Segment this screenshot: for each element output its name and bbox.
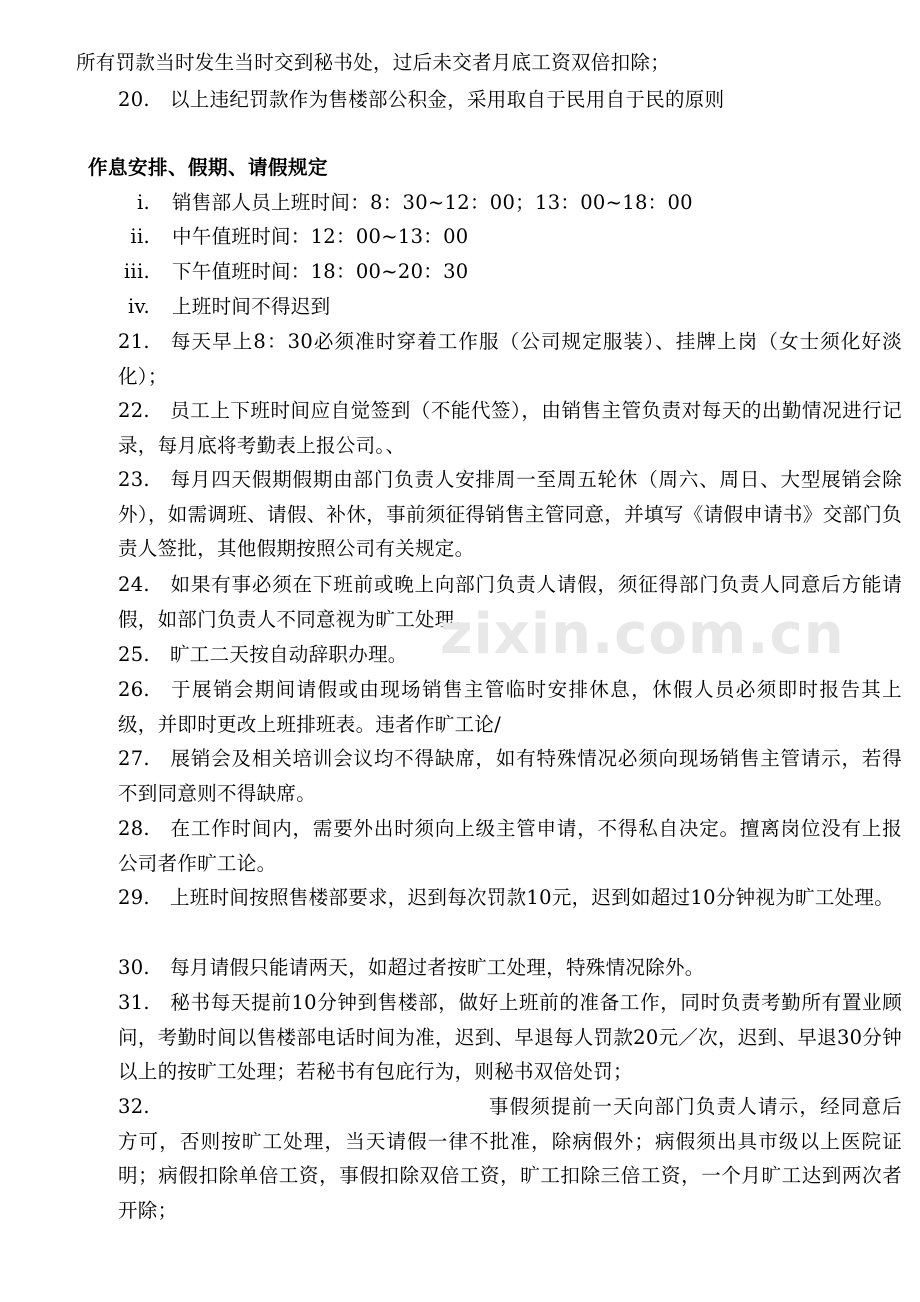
roman-number: iv.	[127, 295, 150, 318]
item-22	[76, 394, 902, 463]
paragraph-top: 所有罚款当时发生当时交到秘书处，过后未交者月底工资双倍扣除；	[76, 51, 671, 74]
section-heading: 作息安排、假期、请假规定	[88, 156, 329, 179]
item-23	[76, 463, 902, 567]
item-number: 25.	[118, 643, 150, 666]
roman-text: 中午值班时间：12：00~13：00	[172, 225, 469, 248]
item-number: 28.	[118, 817, 150, 840]
item-28	[76, 812, 902, 881]
roman-number: iii.	[123, 260, 150, 283]
item-number: 23.	[118, 468, 150, 491]
item-text: 事假须提前一天向部门负责人请示，经同意后方可，否则按旷工处理，当天请假一律不批准，除病假外；病假须出具市级以上医院证明；病假扣除单倍工资，事假扣除双倍工资，旷工扣除三倍工资，一个月旷工达到两次者开除；	[118, 1095, 902, 1222]
item-text: 员工上下班时间应自觉签到（不能代签），由销售主管负责对每天的出勤情况进行记录，每月底将考勤表上报公司。、	[118, 399, 902, 457]
roman-number: ii.	[130, 225, 150, 248]
watermark: zixin.com.cn	[440, 602, 845, 667]
item-text: 于展销会期间请假或由现场销售主管临时安排休息，休假人员必须即时报告其上级，并即时更改上班排班表。违者作旷工论/	[118, 678, 902, 736]
roman-item-iv	[100, 290, 330, 324]
item-25	[76, 638, 902, 673]
item-24	[76, 568, 902, 637]
item-32	[76, 1090, 902, 1228]
item-20	[76, 83, 902, 118]
item-31	[76, 986, 902, 1090]
item-number: 32.	[118, 1095, 150, 1118]
item-number: 22.	[118, 399, 150, 422]
item-text: 以上违纪罚款作为售楼部公积金，采用取自于民用自于民的原则	[170, 88, 725, 111]
item-text: 秘书每天提前10分钟到售楼部，做好上班前的准备工作，同时负责考勤所有置业顾问，考勤时间以售楼部电话时间为准，迟到、早退每人罚款20元／次，迟到、早退30分钟以上的按旷工处理；若秘书有包庇行为，则秘书双倍处罚；	[118, 991, 902, 1083]
item-text: 旷工二天按自动辞职办理。	[170, 643, 408, 666]
roman-text: 销售部人员上班时间：8：30~12：00；13：00~18：00	[172, 191, 693, 214]
item-text: 每天早上8：30必须准时穿着工作服（公司规定服装）、挂牌上岗（女士须化好淡化）；	[118, 330, 902, 388]
item-number: 24.	[118, 573, 150, 596]
item-number: 31.	[118, 991, 150, 1014]
roman-item-ii	[100, 220, 469, 254]
item-text: 每月四天假期假期由部门负责人安排周一至周五轮休（周六、周日、大型展销会除外），如需调班、请假、补休，事前须征得销售主管同意，并填写《请假申请书》交部门负责人签批，其他假期按照公司有关规定。	[118, 468, 902, 560]
item-text: 每月请假只能请两天，如超过者按旷工处理，特殊情况除外。	[170, 956, 705, 979]
item-29	[76, 881, 902, 916]
item-number: 29.	[118, 886, 150, 909]
item-text: 上班时间按照售楼部要求，迟到每次罚款10元，迟到如超过10分钟视为旷工处理。	[170, 886, 895, 909]
item-number: 20.	[118, 88, 150, 111]
item-number: 21.	[118, 330, 150, 353]
item-text: 在工作时间内，需要外出时须向上级主管申请，不得私自决定。擅离岗位没有上报公司者作旷工论。	[118, 817, 902, 875]
roman-text: 下午值班时间：18：00~20：30	[172, 260, 469, 283]
item-21	[76, 325, 902, 394]
roman-item-iii	[100, 255, 469, 289]
item-26	[76, 673, 902, 742]
item-30	[76, 951, 902, 986]
roman-item-i	[100, 186, 693, 220]
item-27	[76, 742, 902, 811]
roman-number: i.	[136, 191, 150, 214]
item-number: 26.	[118, 678, 150, 701]
item-number: 27.	[118, 747, 150, 770]
item-text: 展销会及相关培训会议均不得缺席，如有特殊情况必须向现场销售主管请示，若得不到同意则不得缺席。	[118, 747, 902, 805]
roman-text: 上班时间不得迟到	[172, 295, 331, 318]
item-text: 如果有事必须在下班前或晚上向部门负责人请假，须征得部门负责人同意后方能请假，如部门负责人不同意视为旷工处理。	[118, 573, 902, 631]
item-number: 30.	[118, 956, 150, 979]
